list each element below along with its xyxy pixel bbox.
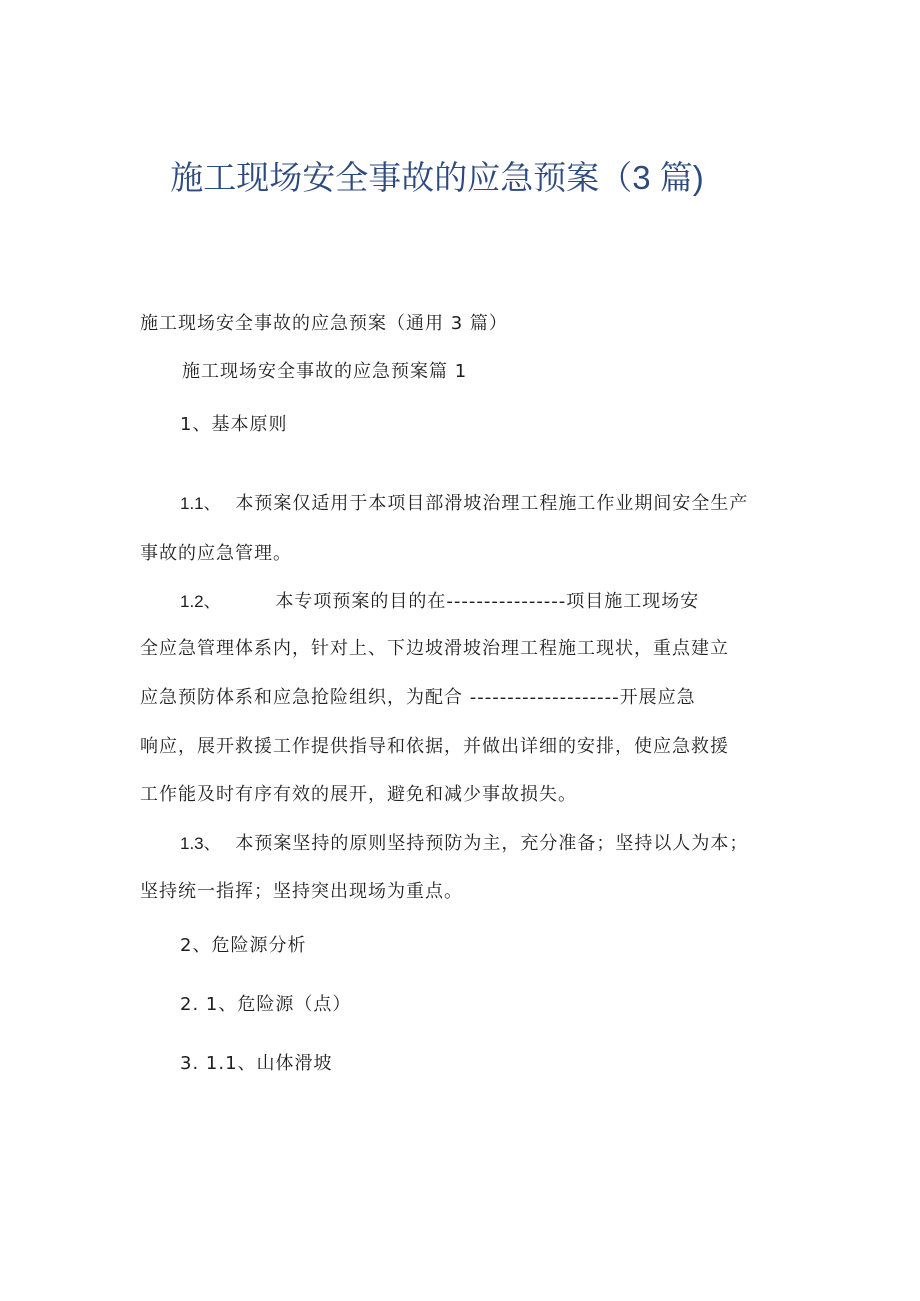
paragraph-1-3-line-1 [180,832,748,856]
chapter-heading: 施工现场安全事故的应急预案篇 1 [182,361,468,382]
subsection-landslide: 3. 1.1、山体滑坡 [180,1053,333,1074]
section-heading-basic-principles: 1、基本原则 [180,414,288,435]
paragraph-1-2-number: 1.2、 [180,592,221,611]
paragraph-1-1-number: 1.1、 [180,494,221,513]
paragraph-1-1-line-1 [180,492,748,516]
paragraph-1-2-text: 本专项预案的目的在----------------项目施工现场安 [275,591,700,612]
paragraph-1-2-line-3: 应急预防体系和应急抢险组织，为配合 --------------------开展应急 [140,687,696,708]
section-heading-hazard-analysis: 2、危险源分析 [180,935,307,956]
paragraph-1-2-line-5: 工作能及时有序有效的展开，避免和减少事故损失。 [140,784,577,805]
paragraph-1-3-line-2: 坚持统一指挥；坚持突出现场为重点。 [140,881,463,902]
paragraph-1-1-text: 本预案仅适用于本项目部滑坡治理工程施工作业期间安全生产 [235,493,749,514]
paragraph-1-1-line-2: 事故的应急管理。 [140,543,292,564]
document-subtitle: 施工现场安全事故的应急预案（通用 3 篇） [140,313,508,334]
paragraph-1-3-number: 1.3、 [180,834,221,853]
paragraph-1-2-line-2: 全应急管理体系内，针对上、下边坡滑坡治理工程施工现状，重点建立 [140,638,729,659]
subsection-hazard-source: 2. 1、危险源（点） [180,994,352,1015]
document-title: 施工现场安全事故的应急预案（3 篇) [170,159,704,196]
paragraph-1-3-text: 本预案坚持的原则坚持预防为主，充分准备；坚持以人为本； [235,833,749,854]
paragraph-1-2-line-1 [180,590,699,614]
paragraph-1-2-line-4: 响应，展开救援工作提供指导和依据，并做出详细的安排，使应急救援 [140,736,729,757]
